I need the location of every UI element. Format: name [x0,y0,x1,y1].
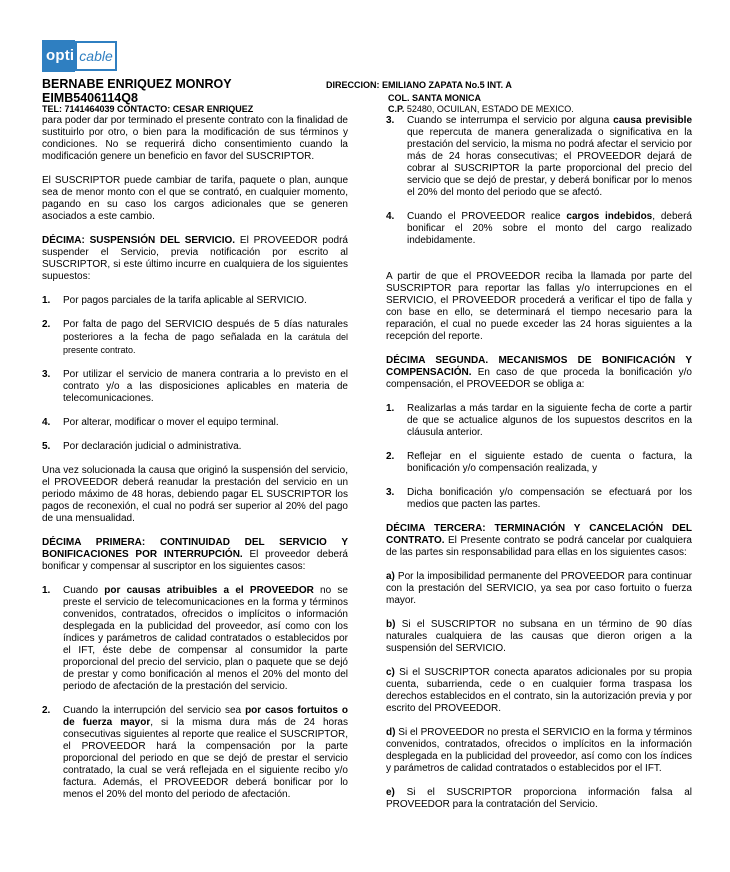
list-item [42,295,348,307]
list-item [42,441,348,453]
cp-label: C.P. [388,104,405,114]
item-text: Cuando [63,585,105,596]
item-number: 3. [386,115,395,126]
clause-decima-segunda [386,355,692,391]
list-item [386,403,692,439]
opticable-logo [42,40,116,72]
item-number: 1. [42,585,51,596]
clause-primera-title: DÉCIMA PRIMERA: CONTINUIDAD DEL SERVICIO Y BONIFICACIONES POR INTERRUPCIÓN. [42,537,348,560]
clause-tercera-text: El Presente contrato se podrá cancelar por cualquiera de las partes sin responsabilidad para ellas en los siguientes casos: [386,535,692,558]
list-item [42,705,348,801]
item-number: 2. [42,705,51,716]
clause-decima-text: El PROVEEDOR podrá suspender el Servicio, previa notificación por escrito al SUSCRIPTOR, si este último incurre en cualquiera de los siguientes supuestos: [42,235,348,282]
reconnection-paragraph: Una vez solucionada la causa que originó la suspensión del servicio, el PROVEEDOR deberá reanudar la prestación del servicio en un periodo máximo de 48 horas, debiendo pagar EL SUSCRIPTOR los pagos de reconexión, el cual no podrá ser superior al 20% del pago de una mensualidad. [42,465,348,524]
logo-text-opti: opti [42,40,75,72]
clause-tercera-title: DÉCIMA TERCERA: TERMINACIÓN Y CANCELACIÓN DEL CONTRATO. [386,523,692,546]
item-number: 3. [386,487,395,498]
item-text: , si la misma dura más de 24 horas consecutivas siguientes al reporte que realice el SUSCRIPTOR, el PROVEEDOR hará la compensación por la parte proporcional del periodo en que se dejó de prestar el servicio contratado, la cual se verá reflejada en el siguiente recibo y/o factura. Además, el PROVEEDOR deberá bonificar por lo menos el 20% del monto del periodo de afectación. [63,717,348,800]
list-item [42,369,348,405]
colonia-line: COL. SANTA MONICA [388,93,481,103]
clause-segunda-text: En caso de que proceda la bonificación y/o compensación, el PROVEEDOR se obliga a: [386,367,692,390]
item-number: 4. [42,417,51,428]
item-text-bold: cargos indebidos [566,211,653,222]
case-label: e) [386,787,395,798]
item-text: Por falta de pago del SERVICIO después de 5 días naturales posteriores a la fecha de pago señalada en la [63,319,348,343]
clause-decima-title: DÉCIMA: SUSPENSIÓN DEL SERVICIO. [42,235,236,246]
case-label: b) [386,619,396,630]
list-item [42,319,348,357]
item-text-wrap [63,319,348,357]
item-text: Cuando se interrumpa el servicio por alguna [407,115,614,126]
case-paragraph [386,667,692,715]
item-text: Por pagos parciales de la tarifa aplicable al SERVICIO. [63,295,307,306]
case-paragraph [386,727,692,775]
case-text: Si el PROVEEDOR no presta el SERVICIO en la forma y términos convenidos, contratados, ofrecidos o implícitos en la información desplegada en la publicidad del proveedor, así como con los índices y parámetros de calidad contratados o establecidos por el IFT. [386,727,692,774]
item-number: 2. [42,319,51,330]
item-number: 3. [42,369,51,380]
item-text-wrap [407,211,692,247]
clause-decima [42,235,348,283]
customer-account: EIMB5406114Q8 [42,91,138,105]
customer-name: BERNABE ENRIQUEZ MONROY [42,77,232,91]
cp-value: 52480, OCUILAN, ESTADO DE MEXICO. [404,104,574,114]
case-text: Si el SUSCRIPTOR proporciona información falsa al PROVEEDOR para la contratación del Servicio. [386,787,692,810]
item-text: Reflejar en el siguiente estado de cuenta o factura, la bonificación y/o compensación realizada, y [407,451,692,474]
case-label: d) [386,727,396,738]
case-paragraph [386,787,692,811]
item-number: 2. [386,451,395,462]
intro-paragraph-2: El SUSCRIPTOR puede cambiar de tarifa, paquete o plan, aunque sea de menor monto con el que se contrató, en cualquier momento, pagando en su caso los cargos adicionales que se generen asociados a este cambio. [42,175,348,222]
case-label: c) [386,667,395,678]
list-item [386,115,692,199]
item-text-bold: por causas atribuibles a el PROVEEDOR [104,585,314,596]
case-paragraph [386,571,692,607]
item-text: Realizarlas a más tardar en la siguiente fecha de corte a partir de que se actualice algunos de los supuestos descritos en la cláusula anterior. [407,403,692,438]
item-text-small: carátula del presente contrato. [63,332,349,355]
logo-text-cable: cable [75,41,116,71]
report-paragraph: A partir de que el PROVEEDOR reciba la llamada por parte del SUSCRIPTOR para reportar las fallas y/o interrupciones en el SERVICIO, el PROVEEDOR procederá a verificar el tipo de falla y con base en ello, se determinará el tiempo necesario para la reparación, el cual no puede exceder las 24 horas siguientes a la recepción del reporte. [386,271,692,342]
item-text-wrap [407,115,692,199]
item-text: Dicha bonificación y/o compensación se efectuará por los medios que pacten las partes. [407,487,692,510]
item-text: , deberá bonificar el 20% sobre el monto del cargo realizado indebidamente. [407,211,692,246]
contact-line: TEL: 7141464039 CONTACTO: CESAR ENRIQUEZ [42,104,254,114]
case-paragraph [386,619,692,655]
case-text: Por la imposibilidad permanente del PROVEEDOR para continuar con la prestación del SERVICIO, ya sea por caso fortuito o fuerza mayor. [386,571,692,606]
case-text: Si el SUSCRIPTOR conecta aparatos adicionales por su propia cuenta, subarrienda, cede o en cualquier forma traspasa los derechos establecidos en el contrato, sin la autorización previa y por escrito del PROVEEDOR. [386,667,692,714]
item-text-bold: por casos fortuitos o de fuerza mayor [63,705,348,728]
postal-line [388,104,574,115]
item-text: Cuando el PROVEEDOR realice [407,211,567,222]
item-text-bold: causa previsible [613,115,692,126]
clause-segunda-title: DÉCIMA SEGUNDA. MECANISMOS DE BONIFICACIÓN Y COMPENSACIÓN. [386,355,692,378]
intro-paragraph-1: para poder dar por terminado el presente contrato con la finalidad de sustituirlo por otro, o bien para la modificación de sus términos y condiciones. No se requerirá dicho consentimiento cuando la modificación genere un beneficio en favor del SUSCRIPTOR. [42,115,348,162]
list-item [386,211,692,247]
item-text: que repercuta de manera generalizada o significativa en la prestación del servicio, la misma no podrá afectar el servicio por más de 24 horas consecutivas; el PROVEEDOR dejará de cobrar al SUSCRIPTOR la parte proporcional del precio del servicio que se dejó de prestar, y deberá bonificar por lo menos el 20% del monto del periodo que se afectó. [407,127,692,198]
item-text: Cuando la interrupción del servicio sea [63,705,246,716]
case-text: Si el SUSCRIPTOR no subsana en un término de 90 días naturales cualquiera de las causas que dieron origen a la suspensión del SERVICIO. [386,619,692,654]
list-item [386,487,692,511]
list-item [42,585,348,693]
list-item [386,451,692,475]
item-text: Por utilizar el servicio de manera contraria a lo previsto en el contrato y/o a las disposiciones aplicables en materia de telecomunicaciones. [63,369,348,404]
item-text-wrap [63,585,348,693]
clause-primera-text: El proveedor deberá bonificar y compensar al suscriptor en los siguientes casos: [42,549,348,572]
left-column [42,115,348,801]
item-number: 5. [42,441,51,452]
case-label: a) [386,571,395,582]
item-text: no se preste el servicio de telecomunicaciones en la forma y términos convenidos, contratados, ofrecidos o implícitos o información desplegada en la publicidad del proveedor, así como con los índices y parámetros de calidad contratados o establecidos por el IFT, éste debe de compensar al consumidor la parte proporcional del precio del servicio, plan o paquete que se dejó de prestar y como bonificación al menos el 20% del monto del periodo de afectación de la prestación del servicio. [63,585,348,692]
clause-decima-tercera [386,523,692,559]
item-number: 4. [386,211,395,222]
item-text: Por declaración judicial o administrativa. [63,441,242,452]
item-text-wrap [63,705,348,801]
clause-decima-primera [42,537,348,573]
item-number: 1. [42,295,51,306]
item-text: Por alterar, modificar o mover el equipo terminal. [63,417,279,428]
address-line: DIRECCION: EMILIANO ZAPATA No.5 INT. A [326,80,512,90]
item-number: 1. [386,403,395,414]
list-item [42,417,348,429]
right-column [386,115,692,811]
